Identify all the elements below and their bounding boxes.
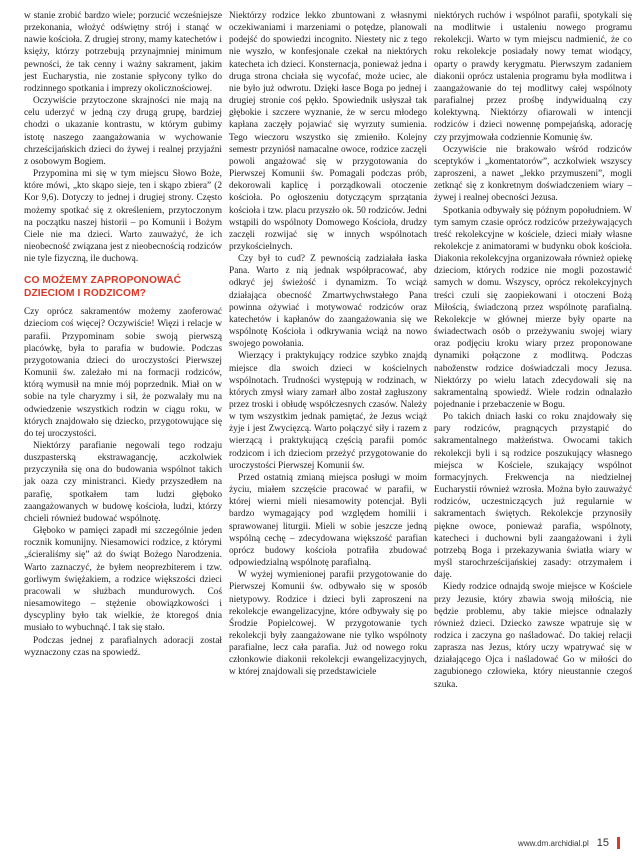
paragraph: Oczywiście przytoczone skrajności nie mają na celu uderzyć w jedną czy drugą grupę, bardziej chodzi o ukazanie kontrastu, w którym gubimy istotę naszego zaangażowania w wychowanie chrześcijańskich dzieci do żywej i realnej przyjaźni z osobowym Bogiem. [24,96,222,167]
paragraph: W wyżej wymienionej parafii przygotowanie do Pierwszej Komunii św. odbywało się w sposób nietypowy. Rodzice i dzieci byli zaproszeni na rekolekcje ewangelizacyjne, które odbywały się po Środzie Popielcowej. W przygotowanie tych rekolekcji były zaangażowane nie tylko wspólnoty parafialne, lecz cała parafia. Już od nowego roku członkowie diakonii rekolekcji ewangelizacyjnych, w której znajdowali się przedstawiciele [229,570,427,678]
paragraph: Oczywiście nie brakowało wśród rodziców sceptyków i „komentatorów”, aczkolwiek wszyscy zaproszeni, a nawet „lekko przymuszeni”, mogli zetknąć się z konkretnym doświadczeniem wiary – żywej i realnej obecności Jezusa. [434,144,632,204]
paragraph: niektórych ruchów i wspólnot parafii, spotykali się na modlitwie i ustaleniu nowego programu rekolekcji. Warto w tym miejscu nadmienić, że co roku rekolekcje posiadały nowy temat wiodący, oparty o prawdy kerygmatu. Pierwszym zadaniem diakonii oprócz ustalenia programu była modlitwa i zaangażowanie do tej modlitwy całej wspólnoty parafialnej przez prośbę indywidualną czy kolektywną. Niektórzy ofiarowali w intencji rodziców i dzieci nowennę pompejańską, adorację czy przyjmowała codziennie Komunię św. [434,11,632,143]
article-column-2 [229,10,427,679]
paragraph: Czy był to cud? Z pewnością zadziałała łaska Pana. Warto z nią jednak współpracować, aby odkryć jej świeżość i dynamizm. To wciąż działająca obecność Zmartwychwstałego Pana powinna ożywiać i motywować rodziców oraz katechetów i kapłanów do zaangażowania się we wspólnotę Kościoła i odkrywania wciąż na nowo swojego powołania. [229,254,427,350]
article-column-1 [24,10,222,659]
paragraph: Przed ostatnią zmianą miejsca posługi w moim życiu, miałem szczęście pracować w parafii, w której wierni mieli niesamowity potencjał. Byli bardzo wymagający pod względem homilii i sprawowanej liturgii. Mieli w sobie jeszcze jedną wspólną cechę – zdecydowana większość parafian oprócz budowy kościoła potrafiła zbudować odpowiedzialną wspólnotę parafialną. [229,472,427,569]
paragraph: Przypomina mi się w tym miejscu Słowo Boże, które mówi, „kto skąpo sieje, ten i skąpo zbiera” (2 Kor 9,6). Dotyczy to jednej i drugiej strony. Często możemy spotkać się z określeniem, przytoczonym na początku naszej historii – po Komunii i Bożym Ciele nie ma dzieci. Warto zauważyć, że ich nieobecność związana jest z nieobecnością rodziców nie tyle fizyczną, ile duchową. [24,169,222,265]
paragraph: Podczas jednej z parafialnych adoracji został wyznaczony czas na spowiedź. [24,635,222,658]
red-accent-bar [617,837,620,849]
article-column-3 [434,10,632,691]
page-footer [518,837,620,849]
paragraph: Niektórzy parafianie negowali tego rodzaju duszpasterską ekstrawagancję, aczkolwiek przyczyniła się ona do budowania wspólnot takich jak oaza czy ministranci. Kiedy przyszedłem na parafię, spotkałem tam ludzi głęboko zaangażowanych w budowę kościoła, ludzi, którzy chcieli również budować wspólnotę. [24,441,222,524]
paragraph: Wierzący i praktykujący rodzice szybko znajdą miejsce dla swoich dzieci w kościelnych wspólnotach. Trudności występują w rodzinach, w których zmysł wiary zamarł albo został zagłuszony przez troski i obłudę współczesnych czasów. Należy w tym wszystkim jednak pamiętać, że Jezus wciąż żyje i jest Zwycięzcą. Warto połączyć siły i razem z wierzącą i praktykującą częścią parafii pomóc rodzicom i ich dzieciom przeżyć przygotowanie do uroczystości Pierwszej Komunii św. [229,351,427,471]
paragraph: Czy oprócz sakramentów możemy zaoferować dzieciom coś więcej? Oczywiście! Więzi i relacje w parafii. Przypominam sobie swoją pierwszą placówkę, była to parafia w budowie. Podczas przygotowania dzieci do uroczystości Pierwszej Komunii św. zależało mi na formacji rodziców, którą wymusił na mnie mój poprzednik. Miał on w sobie na tyle charyzmy i sił, że pozwalały mu na odwiedzenie wszystkich rodzin w ciągu roku, w których znajdowało się dziecko, przygotowujące się do tej uroczystości. [24,307,222,439]
page-number: 15 [596,837,609,849]
paragraph: Głęboko w pamięci zapadł mi szczególnie jeden rocznik komunijny. Niesamowici rodzice, z którymi „ścieraliśmy się” aż do świąt Bożego Narodzenia. Warto zaznaczyć, że byłem neoprezbiterem i tzw. gorliwym świężakiem, a rodzice większości dzieci pracowali w służbach mundurowych. Coś niesamowitego – stężenie obowiązkowości i dyscypliny było tak wielkie, że ktoregoś dnia musiało to wybuchnąć. I tak się stało. [24,526,222,634]
footer-url: www.dm.archidial.pl [518,838,589,848]
paragraph: w stanie zrobić bardzo wiele; porzucić wcześniejsze przekonania, włożyć odświętny strój i stanąć w nawie kościoła. Z drugiej strony, mamy katechetów i księży, którzy potrzebują przynajmniej minimum pewności, że tak cenny i ważny sakrament, jakim jest Eucharystia, nie zostanie spłycony tylko do rodzinnego spotkania i imprezy okolicznościowej. [24,11,222,94]
paragraph: Niektórzy rodzice lekko zbuntowani z własnymi oczekiwaniami i marzeniami o potędze, planowali podejść do spowiedzi incognito. Niestety nic z tego nie wyszło, w konfesjonale czekał na niektórych katecheta ich dzieci. Konsternacja, ponieważ jedna i druga strona chciała się wycofać, może uciec, ale nie było już odwrotu. Dzięki łasce Boga po jednej i drugiej stronie coś pękło. Spowiednik usłyszał tak głębokie i szczere wyznanie, że w sercu młodego kapłana zaczęły pojawiać się wyrzuty sumienia. Tego wieczoru wszystko się zmieniło. Kolejny semestr przyniósł namacalne owoce, rodzice zaczęli powoli angażować się w przygotowania do Pierwszej Komunii św. Pomagali podczas prób, dekorowali kaplicę i porządkowali otoczenie kościoła. Po ogłoszeniu dotyczącym sprzątania kościoła i tzw. placu przyszło ok. 50 rodziców. Jedni wstąpili do wspólnoty Domowego Kościoła, drudzy zaczęli rozwijać się w innych wspólnotach przykościelnych. [229,11,427,252]
paragraph: Kiedy rodzice odnajdą swoje miejsce w Kościele przy Jezusie, który zbawia swoją miłością, nie będzie problemu, aby takie miejsce odnalazły również dzieci. Dziecko zawsze wpatruje się w rodzica i zaczyna go naśladować. Do takiej relacji zaprasza nas Jezus, który uczy wpatrywać się w działającego Ojca i naśladować Go w miłości do zagubionego człowieka, który nieustannie czegoś szuka. [434,582,632,690]
section-heading: CO MOŻEMY ZAPROPONOWAĆ DZIECIOM I RODZICOM? [24,275,182,299]
paragraph: Spotkania odbywały się późnym popołudniem. W tym samym czasie oprócz rodziców przeżywających treść rekolekcyjne w kościele, dzieci miały własne rekolekcje z animatorami w budynku obok kościoła. Diakonia rekolekcyjna organizowała również opiekę dzieciom, których rodzice nie mogli pozostawić samych w domu. Wszyscy, oprócz rekolekcyjnych treści czuli się zaopiekowani i otoczeni Bożą Miłością, świadczoną przez wspólnotę parafialną. Rekolekcje w głównej mierze były oparte na świadectwach osób o przeżywaniu swojej wiary oraz podjęciu kroku wiary przez proponowane dynamiki połączone z modlitwą. Podczas naboženstw rodzice doświadczali mocy Jezusa. Niektórzy po wielu latach zdecydowali się na sakramentalną spowiedź. Wiele rodzin odnalazło pojednanie i przebaczenie w Bogu. [434,205,632,410]
paragraph: Po takich dniach łaski co roku znajdowały się pary rodziców, pragnących przystąpić do sakramentalnego małżeństwa. Owocami takich rekolekcji byli i są rodzice poszukujący własnego miejsca w Kościele, szukający wspólnot formacyjnych. Frekwencja na niedzielnej Eucharystii również wzrosła. Można było zauważyć rodziców, uczestniczących już regularnie w sakramentach świętych. Rekolekcje przynosiły piękne owoce, ponieważ parafia, wspólnoty, katecheci i duchowni byli zaangażowani i żyli potrzebą Boga i przekazywania światła wiary w myśl starochrześcijańskiej zasady: otrzymałem i daję. [434,412,632,581]
